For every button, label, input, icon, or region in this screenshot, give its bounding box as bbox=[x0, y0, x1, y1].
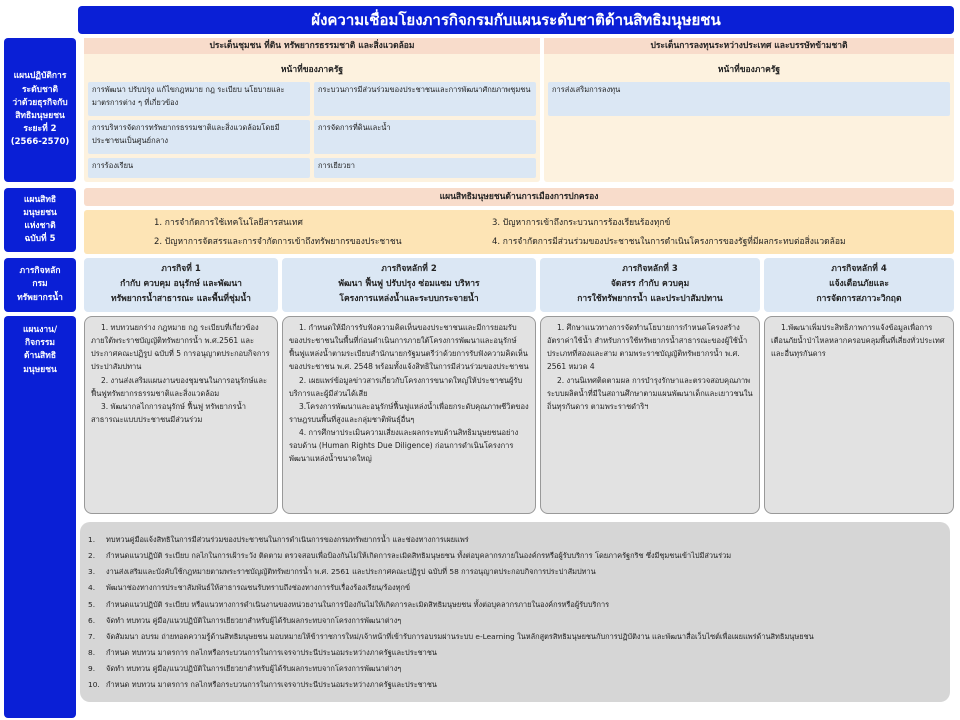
list-text: กำหนดแนวปฏิบัติ ระเบียบ หรือแนวทางการดำเนินงานของหน่วยงานในการป้องกันไม่ให้เกิดการละเมิดสิทธิมนุษยชน ทั้งต่อบุคลากรภายในองค์กรหรือผู้รับบริการ bbox=[106, 599, 610, 609]
section-header: ประเด็นชุมชน ที่ดิน ทรัพยากรธรรมชาติ และสิ่งแวดล้อม bbox=[84, 38, 540, 54]
list-number: 3. bbox=[88, 567, 96, 577]
row-label-line: แผนงาน/ bbox=[22, 325, 58, 335]
duty-cell: การส่งเสริมการลงทุน bbox=[548, 82, 950, 116]
row-label-national-action-plan bbox=[4, 38, 76, 182]
plan-text: 3. พัฒนากลไกการอนุรักษ์ ฟื้นฟู ทรัพยากรน้ำสาธารณะแบบประชาชนมีส่วนร่วม bbox=[91, 401, 246, 424]
plan-item: 2. ปัญหาการจัดสรรและการจำกัดการเข้าถึงทรัพยากรของประชาชน bbox=[154, 237, 402, 247]
list-text: กำหนด ทบทวน มาตรการ กลไกหรือกระบวนการในการเจรจาประนีประนอมระหว่างภาครัฐและประชาชน bbox=[106, 680, 437, 690]
cross-cutting-activities bbox=[80, 522, 950, 702]
list-text: ทบทวนคู่มือแจ้งสิทธิในการมีส่วนร่วมของประชาชนในการดำเนินการของกรมทรัพยากรน้ำ และช่องทางการเผยแพร่ bbox=[106, 535, 469, 544]
mission-line: ทรัพยากรน้ำสาธารณะ และพื้นที่ชุ่มน้ำ bbox=[111, 293, 251, 304]
mission-line: จัดสรร กำกับ ควบคุม bbox=[610, 278, 690, 289]
row-label-core-missions bbox=[4, 258, 76, 312]
section-header: ประเด็นการลงทุนระหว่างประเทศ และบรรษัทข้ามชาติ bbox=[544, 38, 954, 54]
plan-text: 1. ศึกษาแนวทางการจัดทำนโยบายการกำหนดโครงสร้างอัตราค่าใช้น้ำ สำหรับการใช้ทรัพยากรน้ำสาธารณะของผู้ใช้น้ำประเภทที่สองและสาม ตามพระราชบัญญัติทรัพยากรน้ำ พ.ศ. 2561 หมวด 4 bbox=[547, 323, 748, 372]
list-item bbox=[88, 548, 942, 564]
plan-box-mission-1 bbox=[84, 316, 278, 514]
mission-title: ภารกิจหลักที่ 3 bbox=[622, 264, 678, 274]
mission-line: แจ้งเตือนภัยและ bbox=[829, 278, 889, 289]
list-text: จัดสัมมนา อบรม ถ่ายทอดความรู้ด้านสิทธิมนุษยชน มอบหมายให้ข้าราชการใหม่/เจ้าหน้าที่เข้ารับการอบรมผ่านระบบ e-Learning ในหลักสูตรสิทธิมนุษยชนกับการปฏิบัติงาน และพัฒนาสื่อเว็บไซต์เพื่อเผยแพร่ด้านสิทธิมนุษยชน bbox=[106, 631, 814, 641]
list-text: จัดทำ ทบทวน คู่มือ/แนวปฏิบัติในการเยียวยาสำหรับผู้ได้รับผลกระทบจากโครงการพัฒนาต่างๆ bbox=[106, 664, 402, 674]
plan-text: 1. ทบทวนยกร่าง กฎหมาย กฎ ระเบียบที่เกี่ยวข้องภายใต้พระราชบัญญัติทรัพยากรน้ำ พ.ศ.2561 และประกาศคณะปฏิรูป ฉบับที่ 5 การอนุญาตประกอบกิจการประปาสัมปทาน bbox=[91, 323, 270, 372]
list-number: 9. bbox=[88, 664, 96, 674]
list-item bbox=[88, 532, 942, 548]
list-item bbox=[88, 613, 942, 629]
list-item bbox=[88, 645, 942, 661]
row-label-line: ว่าด้วยธุรกิจกับ bbox=[12, 97, 68, 108]
duty-cell: การร้องเรียน bbox=[88, 158, 310, 178]
list-text: จัดทำ ทบทวน คู่มือ/แนวปฏิบัติในการเยียวยาสำหรับผู้ได้รับผลกระทบจากโครงการพัฒนาต่างๆ bbox=[106, 615, 402, 625]
list-number: 10. bbox=[88, 680, 100, 690]
mission-title: ภารกิจที่ 1 bbox=[161, 264, 201, 274]
plan-text: 2. เผยแพร่ข้อมูลข่าวสารเกี่ยวกับโครงการขนาดใหญ่ให้ประชาชนผู้รับบริการและผู้มีส่วนได้เสีย bbox=[289, 375, 523, 398]
row-label-line: กรม bbox=[32, 279, 48, 290]
duty-cell: กระบวนการมีส่วนร่วมของประชาชนและการพัฒนาศักยภาพชุมชน bbox=[314, 82, 536, 116]
list-item bbox=[88, 629, 942, 645]
row-label-line: ภารกิจหลัก bbox=[19, 266, 61, 277]
row-label-human-rights-plan bbox=[4, 188, 76, 252]
plan-item: 1. การจำกัดการใช้เทคโนโลยีสารสนเทศ bbox=[154, 218, 303, 228]
plan-text: 4. การศึกษาประเมินความเสี่ยงและผลกระทบด้านสิทธิมนุษยชนอย่างรอบด้าน (Human Rights Due Diligence) ก่อนการดำเนินโครงการพัฒนาแหล่งน้ำขนาดใหญ่ bbox=[289, 428, 519, 464]
plan-text: 2. งานส่งเสริมแผนงานของชุมชนในการอนุรักษ์และฟื้นฟูทรัพยากรธรรมชาติและสิ่งแวดล้อม bbox=[91, 375, 267, 398]
human-rights-plan-header: แผนสิทธิมนุษยชนด้านการเมืองการปกครอง bbox=[84, 188, 954, 206]
human-rights-plan-items bbox=[84, 210, 954, 254]
list-item bbox=[88, 661, 942, 677]
list-item bbox=[88, 580, 942, 596]
plan-text: 1. กำหนดให้มีการรับฟังความคิดเห็นของประชาชนและมีการยอมรับของประชาชนในพื้นที่ก่อนดำเนินการภายใต้โครงการพัฒนาและอนุรักษ์ฟื้นฟูแหล่งน้ำตามระเบียบสำนักนายกรัฐมนตรีว่าด้วยการรับฟังความคิดเห็นของประชาชน พ.ศ. 2548 พร้อมทั้งแจ้งสิทธิในการมีส่วนร่วมของประชาชน bbox=[289, 323, 529, 372]
plan-text: 1.พัฒนาเพิ่มประสิทธิภาพการแจ้งข้อมูลเพื่อการเตือนภัยน้ำป่าไหลหลากครอบคลุมพื้นที่เสี่ยงทั่วประเทศ และอื่นทุรกันดาร bbox=[771, 323, 945, 359]
list-item bbox=[88, 677, 942, 693]
page-title: ผังความเชื่อมโยงภารกิจกรมกับแผนระดับชาติด้านสิทธิมนุษยชน bbox=[78, 6, 954, 34]
list-number: 5. bbox=[88, 599, 96, 609]
mission-card bbox=[282, 258, 536, 312]
duty-cell: การพัฒนา ปรับปรุง แก้ไขกฎหมาย กฎ ระเบียบ นโยบายและมาตรการต่าง ๆ ที่เกี่ยวข้อง bbox=[88, 82, 310, 116]
row-label-line: แผนสิทธิ bbox=[23, 194, 57, 205]
state-duty-subheader: หน้าที่ของภาครัฐ bbox=[280, 65, 344, 75]
mission-line: พัฒนา ฟื้นฟู ปรับปรุง ซ่อมแซม บริหาร bbox=[338, 278, 480, 289]
plan-box-mission-3 bbox=[540, 316, 760, 514]
row-label-line: มนุษยชน bbox=[23, 364, 57, 375]
section-community-land-resources bbox=[84, 38, 540, 182]
duty-cell: การจัดการที่ดินและน้ำ bbox=[314, 120, 536, 154]
mission-line: กำกับ ควบคุม อนุรักษ์ และพัฒนา bbox=[120, 278, 242, 289]
list-text: งานส่งเสริมและบังคับใช้กฎหมายตามพระราชบัญญัติทรัพยากรน้ำ พ.ศ. 2561 และประกาศคณะปฏิรูป ฉบับที่ 58 การอนุญาตประกอบกิจการประปาสัมปทาน bbox=[106, 567, 596, 577]
state-duty-subheader: หน้าที่ของภาครัฐ bbox=[717, 65, 781, 75]
row-label-line: (2566-2570) bbox=[10, 137, 70, 148]
row-label-plans-activities bbox=[4, 316, 76, 718]
mission-card bbox=[764, 258, 954, 312]
plan-item: 3. ปัญหาการเข้าถึงกระบวนการร้องเรียนร้องทุกข์ bbox=[492, 218, 671, 228]
row-label-line: แผนปฏิบัติการ bbox=[13, 71, 67, 82]
row-label-line: ระดับชาติ bbox=[21, 84, 59, 95]
mission-line: การใช้ทรัพยากรน้ำ และประปาสัมปทาน bbox=[577, 293, 723, 304]
mission-card bbox=[540, 258, 760, 312]
mission-title: ภารกิจหลักที่ 4 bbox=[831, 264, 887, 274]
list-text: กำหนดแนวปฏิบัติ ระเบียบ กลไกในการเฝ้าระวัง ติดตาม ตรวจสอบเพื่อป้องกันไม่ให้เกิดการละเมิดสิทธิมนุษยชน ทั้งต่อบุคลากรภายในองค์กรหรือผู้รับบริการ โดยภาครัฐกริช ซึ่งมีชุมชนเข้าไปมีส่วนร่วม bbox=[106, 551, 732, 561]
row-label-line: ทรัพยากรน้ำ bbox=[17, 292, 63, 303]
row-label-line: ด้านสิทธิ bbox=[23, 351, 57, 362]
list-item bbox=[88, 597, 942, 613]
duty-cell: การเยียวยา bbox=[314, 158, 536, 178]
list-number: 2. bbox=[88, 551, 96, 561]
mission-line: การจัดการสภาวะวิกฤต bbox=[816, 293, 902, 304]
mission-title: ภารกิจหลักที่ 2 bbox=[381, 264, 437, 274]
plan-text: 3.โครงการพัฒนาและอนุรักษ์ฟื้นฟูแหล่งน้ำเพื่อยกระดับคุณภาพชีวิตของราษฎรบนพื้นที่สูงและกลุ่มชาติพันธุ์อื่นๆ bbox=[289, 401, 529, 424]
plan-box-mission-4 bbox=[764, 316, 954, 514]
plan-text: 2. งานนิเทศติดตามผล การบำรุงรักษาและตรวจสอบคุณภาพระบบผลิตน้ำที่มีในสถานศึกษาตามแผนพัฒนาเด็กและเยาวชนในถิ่นทุรกันดาร ตามพระราชดำริฯ bbox=[547, 375, 753, 411]
plan-item: 4. การจำกัดการมีส่วนร่วมของประชาชนในการดำเนินโครงการของรัฐที่มีผลกระทบต่อสิ่งแวดล้อม bbox=[492, 237, 846, 247]
row-label-line: กิจกรรม bbox=[24, 338, 55, 349]
row-label-line: ระยะที่ 2 bbox=[23, 124, 57, 135]
list-item bbox=[88, 564, 942, 580]
list-text: กำหนด ทบทวน มาตรการ กลไกหรือกระบวนการในการเจรจาประนีประนอมระหว่างภาครัฐและประชาชน bbox=[106, 647, 437, 657]
plan-box-mission-2 bbox=[282, 316, 536, 514]
list-number: 6. bbox=[88, 615, 96, 625]
row-label-line: แห่งชาติ bbox=[24, 221, 56, 231]
row-label-line: มนุษยชน bbox=[23, 207, 57, 218]
row-label-line: สิทธิมนุษยชน bbox=[15, 111, 65, 121]
list-number: 8. bbox=[88, 647, 96, 657]
list-number: 4. bbox=[88, 583, 96, 593]
section-international-investment bbox=[544, 38, 954, 182]
duty-cell: การบริหารจัดการทรัพยากรธรรมชาติและสิ่งแวดล้อมโดยมีประชาชนเป็นศูนย์กลาง bbox=[88, 120, 310, 154]
list-number: 1. bbox=[88, 535, 96, 544]
list-text: พัฒนาช่องทางการประชาสัมพันธ์ให้สาธารณชนรับทราบถึงช่องทางการรับเรื่องร้องเรียน/ร้องทุกข์ bbox=[106, 583, 411, 593]
mission-line: โครงการแหล่งน้ำและระบบกระจายน้ำ bbox=[339, 293, 479, 304]
mission-card bbox=[84, 258, 278, 312]
row-label-line: ฉบับที่ 5 bbox=[24, 234, 56, 245]
list-number: 7. bbox=[88, 631, 96, 641]
